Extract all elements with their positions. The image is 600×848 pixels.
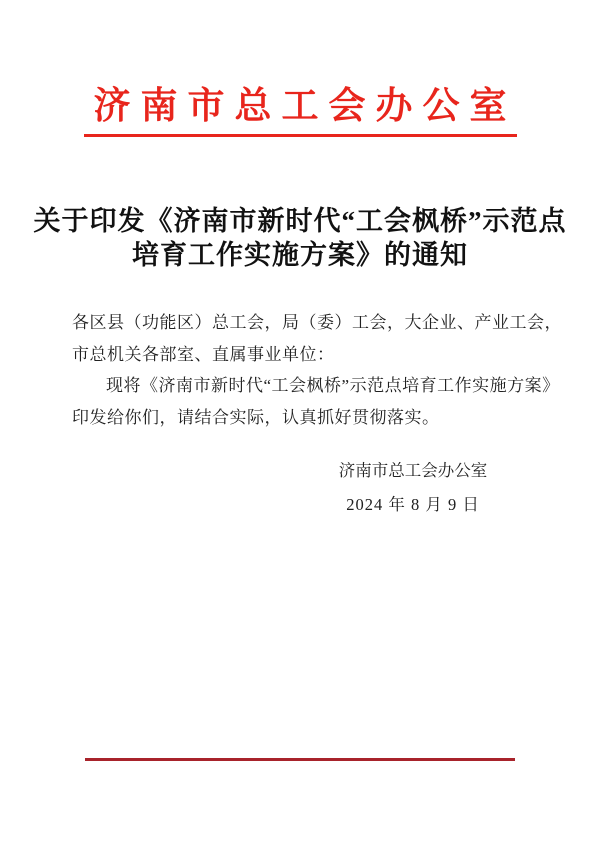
signature-date: 2024 年 8 月 9 日 (346, 495, 480, 514)
recipients-line-2: 市总机关各部室、直属事业单位： (72, 344, 335, 364)
signature-block (313, 461, 513, 515)
recipients-line-1: 各区县（功能区）总工会，局（委）工会，大企业、产业工会， (72, 313, 562, 332)
document-title-line-2: 培育工作实施方案》的通知 (132, 240, 468, 270)
footer-divider (85, 758, 515, 761)
notice-line-2: 印发给你们，请结合实际，认真抓好贯彻落实。 (72, 407, 440, 427)
document-body (72, 307, 562, 433)
signature-org: 济南市总工会办公室 (338, 461, 488, 480)
document-title-line-1: 关于印发《济南市新时代“工会枫桥”示范点 (33, 206, 567, 236)
notice-line-1: 现将《济南市新时代“工会枫桥”示范点培育工作实施方案》 (106, 376, 560, 395)
letterhead-issuer: 济南市总工会办公室 (93, 86, 517, 127)
document-title (0, 204, 600, 272)
letterhead-divider (84, 134, 517, 137)
